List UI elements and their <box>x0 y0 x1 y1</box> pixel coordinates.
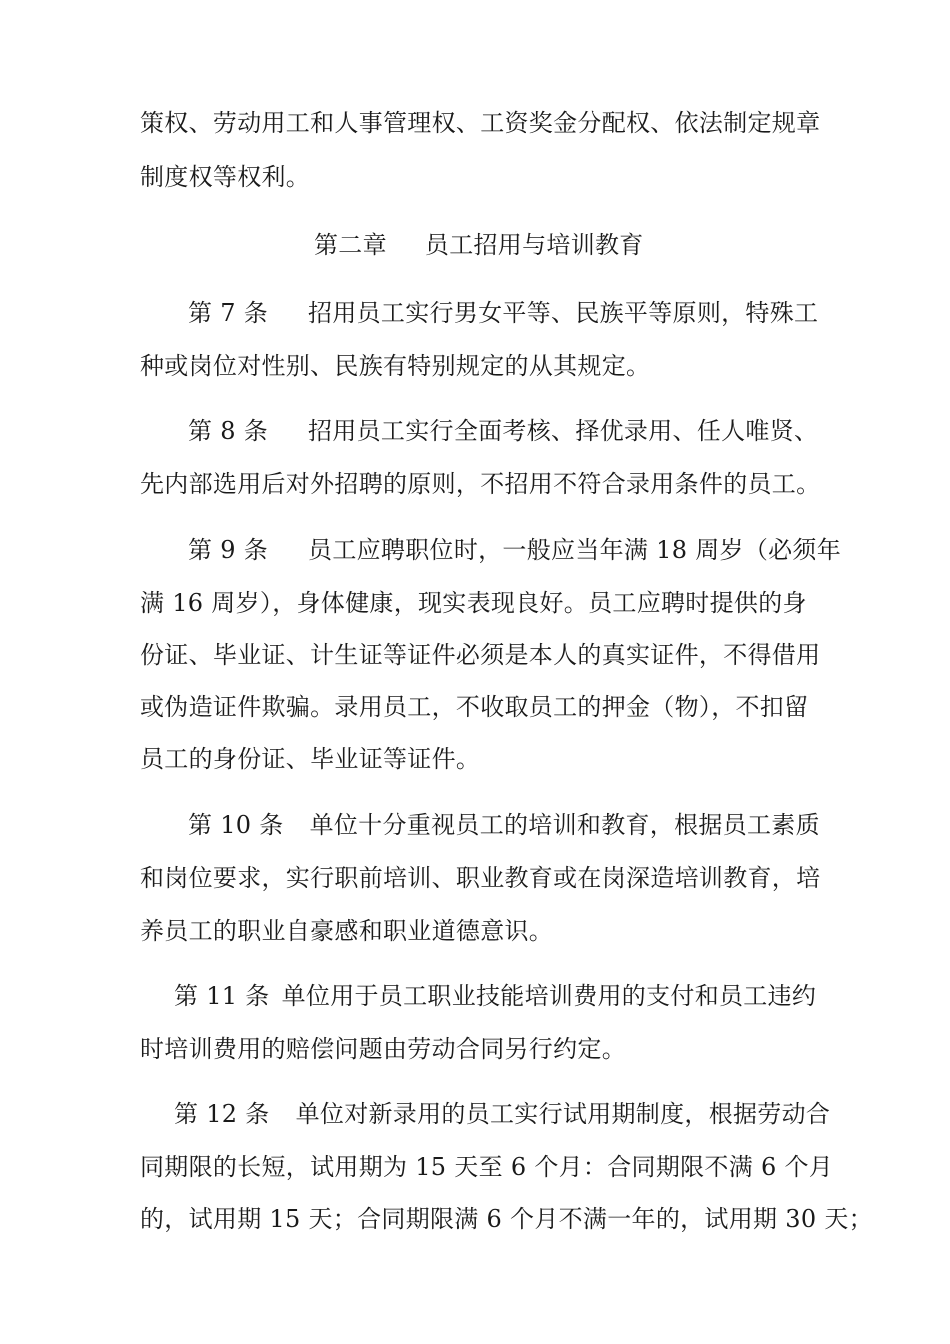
article-9-line-2: 满 16 周岁），身体健康，现实表现良好。员工应聘时提供的身 <box>140 589 807 617</box>
article-12-line-2: 同期限的长短，试用期为 15 天至 6 个月：合同期限不满 6 个月 <box>140 1153 834 1181</box>
article-8-text: 招用员工实行全面考核、择优录用、任人唯贤、 <box>308 417 819 445</box>
article-9-line-1 <box>188 535 841 565</box>
article-10-line-2: 和岗位要求，实行职前培训、职业教育或在岗深造培训教育，培 <box>140 864 821 892</box>
article-7-text: 招用员工实行男女平等、民族平等原则，特殊工 <box>308 299 819 327</box>
chapter-number: 第二章 <box>314 231 387 259</box>
article-12-text: 单位对新录用的员工实行试用期制度，根据劳动合 <box>295 1100 831 1128</box>
article-10-line-3: 养员工的职业自豪感和职业道德意识。 <box>140 917 554 945</box>
article-8-line-1 <box>188 416 818 446</box>
article-12-line-3: 的，试用期 15 天；合同期限满 6 个月不满一年的，试用期 30 天； <box>140 1205 873 1233</box>
article-10-line-1 <box>188 810 820 840</box>
article-9-line-3: 份证、毕业证、计生证等证件必须是本人的真实证件，不得借用 <box>140 641 821 669</box>
article-11-line-1 <box>174 981 816 1011</box>
article-11-line-2: 时培训费用的赔偿问题由劳动合同另行约定。 <box>140 1035 626 1063</box>
intro-text-line-1: 策权、劳动用工和人事管理权、工资奖金分配权、依法制定规章 <box>140 109 821 137</box>
article-7-line-1 <box>188 298 818 328</box>
article-9-line-5: 员工的身份证、毕业证等证件。 <box>140 745 481 773</box>
article-7-number: 第 7 条 <box>188 299 269 327</box>
article-11-number: 第 11 条 <box>174 982 270 1010</box>
article-11-text: 单位用于员工职业技能培训费用的支付和员工违约 <box>281 982 817 1010</box>
article-9-number: 第 9 条 <box>188 536 269 564</box>
article-8-number: 第 8 条 <box>188 417 269 445</box>
article-7-line-2: 种或岗位对性别、民族有特别规定的从其规定。 <box>140 352 651 380</box>
article-12-line-1 <box>174 1099 830 1129</box>
intro-text-line-2: 制度权等权利。 <box>140 163 311 191</box>
article-9-text: 员工应聘职位时，一般应当年满 18 周岁（必须年 <box>308 536 842 564</box>
chapter-title: 员工招用与培训教育 <box>424 231 644 259</box>
article-10-text: 单位十分重视员工的培训和教育，根据员工素质 <box>309 811 820 839</box>
article-9-line-4: 或伪造证件欺骗。录用员工，不收取员工的押金（物），不扣留 <box>140 693 809 721</box>
article-12-number: 第 12 条 <box>174 1100 270 1128</box>
chapter-heading <box>314 230 644 260</box>
article-8-line-2: 先内部选用后对外招聘的原则，不招用不符合录用条件的员工。 <box>140 470 821 498</box>
article-10-number: 第 10 条 <box>188 811 284 839</box>
